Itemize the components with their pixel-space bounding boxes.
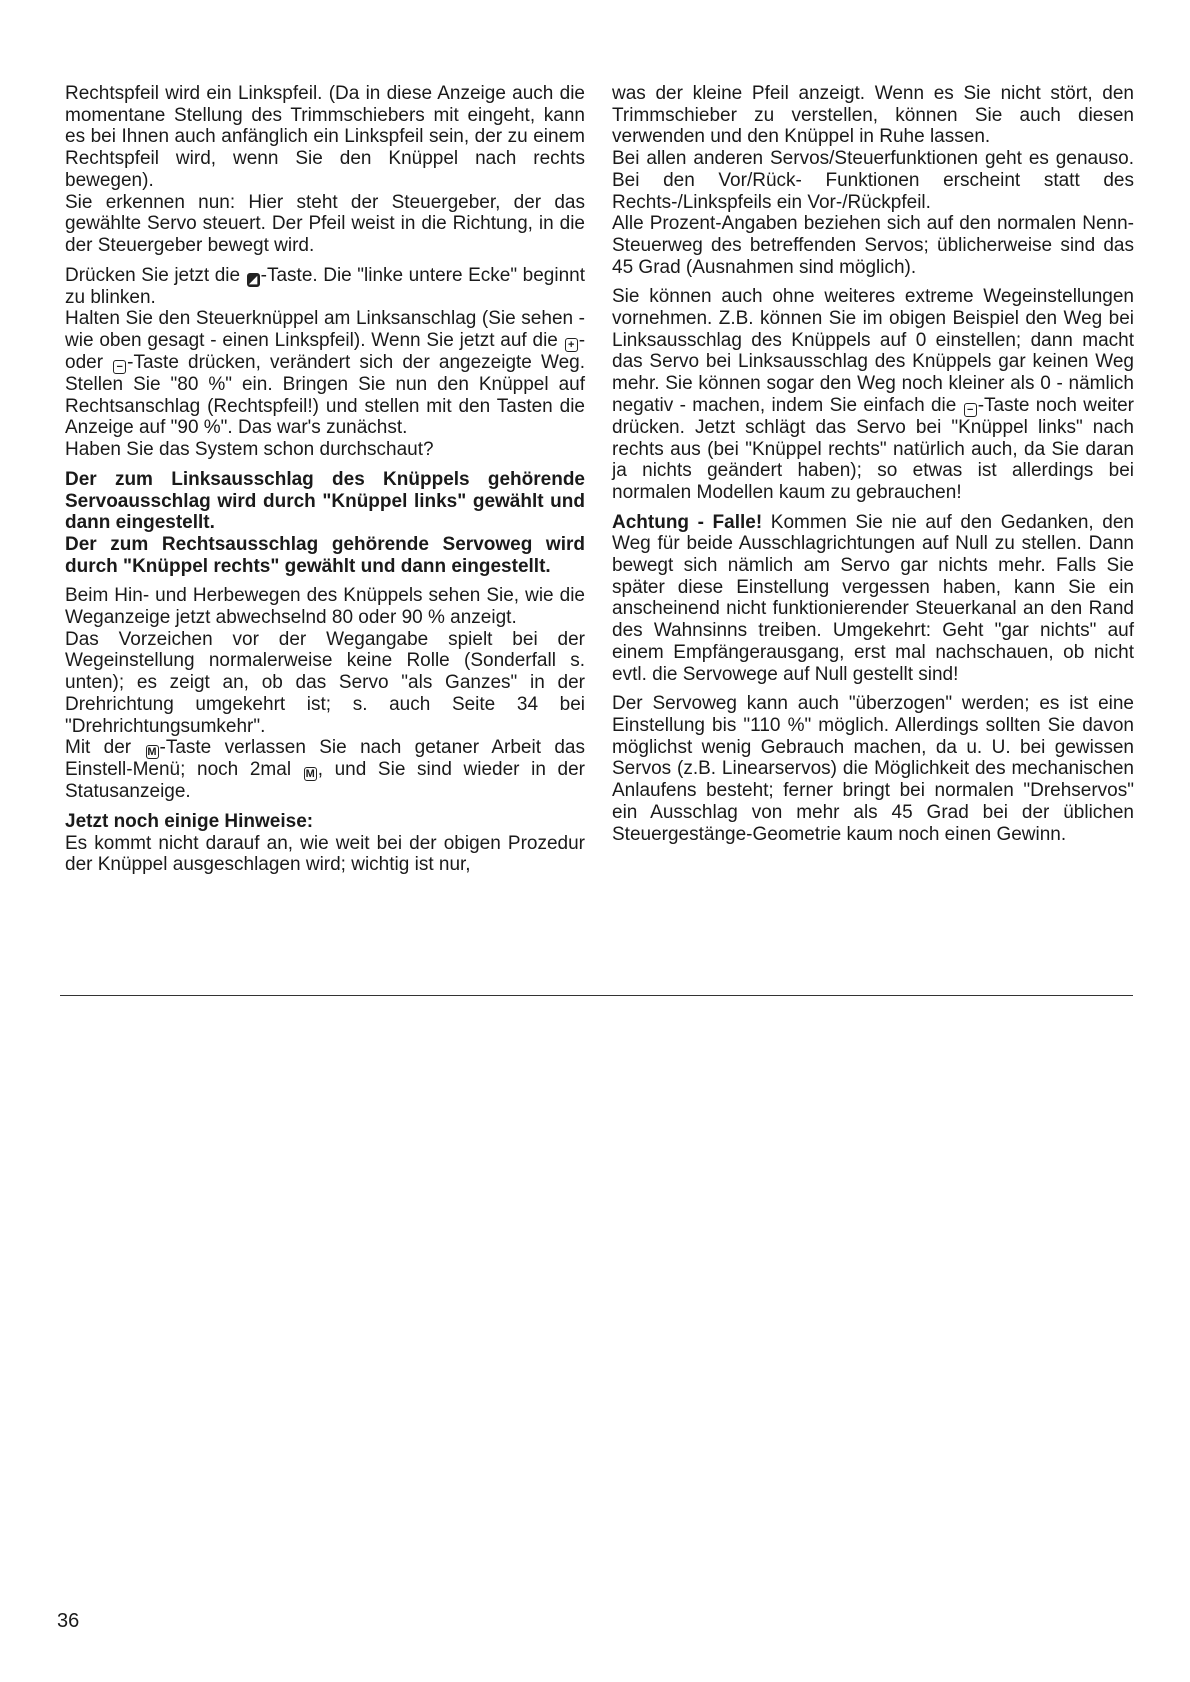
plus-key-icon: + — [565, 338, 578, 352]
paragraph: Bei allen anderen Servos/Steuerfunktionen geht es genauso. Bei den Vor/Rück- Funktionen erscheint statt des Rechts-/Linkspfeils ein Vor-/Rückpfeil. — [612, 148, 1134, 213]
paragraph: Halten Sie den Steuerknüppel am Linksanschlag (Sie sehen - wie oben gesagt - einen Linkspfeil). Wenn Sie jetzt auf die + - oder − -Taste drücken, verändert sich der angezeigte Weg. Stellen Sie "80 %" ein. Bringen Sie nun den Knüppel auf Rechtsanschlag (Rechtspfeil!) und stellen mit den Tasten die Anzeige auf "90 %". Das war's zunächst. — [65, 308, 586, 439]
paragraph: Haben Sie das System schon durchschaut? — [65, 439, 434, 461]
section-heading: Jetzt noch einige Hinweise: — [65, 810, 314, 832]
paragraph: Achtung - Falle! Kommen Sie nie auf den Gedanken, den Weg für beide Ausschlagrichtungen auf Null zu stellen. Dann bewegt sich nämlich am Servo gar nichts mehr. Falls Sie später diese Einstellung vergessen haben, kann Sie ein anscheinend nicht funktionierender Steuerkanal an den Rand des Wahnsinns treiben. Umgekehrt: Geht "gar nichts" auf einem Empfängerausgang, erst mal nachschauen, ob nicht evtl. die Servowege auf Null gestellt sind! — [612, 511, 1134, 685]
paragraph: Beim Hin- und Herbewegen des Knüppels sehen Sie, wie die Weganzeige jetzt abwechselnd 80 oder 90 % anzeigt. — [65, 585, 585, 629]
bold-paragraph: Der zum Linksausschlag des Knüppels gehörende Servoausschlag wird durch "Knüppel links" gewählt und dann eingestellt. — [65, 468, 585, 534]
paragraph: Alle Prozent-Angaben beziehen sich auf den normalen Nenn-Steuerweg des betreffenden Servos; üblicherweise sind das 45 Grad (Ausnahmen sind möglich). — [612, 213, 1134, 278]
paragraph: Mit der M -Taste verlassen Sie nach getaner Arbeit das Einstell-Menü; noch 2mal M , und Sie sind wieder in der Statusanzeige. — [65, 737, 586, 803]
paragraph: Der Servoweg kann auch "überzogen" werden; es ist eine Einstellung bis "110 %" möglich. Allerdings sollten Sie davon möglichst wenig Gebrauch machen, da u. U. bei gewissen Servos (z.B. Linearservos) die Möglichkeit des mechanischen Anlaufens besteht; ferner bringt bei normalen "Drehservos" ein Ausschlag von mehr als 45 Grad bei der üblichen Steuergestänge-Geometrie kaum noch einen Gewinn. — [612, 693, 1134, 845]
paragraph: Sie erkennen nun: Hier steht der Steuergeber, der das gewählte Servo steuert. Der Pfeil weist in die Richtung, in die der Steuergeber bewegt wird. — [65, 191, 585, 256]
paragraph: Es kommt nicht darauf an, wie weit bei der obigen Prozedur der Knüppel ausgeschlagen wird; wichtig ist nur, — [65, 832, 585, 876]
minus-key-icon: − — [964, 403, 977, 417]
paragraph: Drücken Sie jetzt die ◢ -Taste. Die "linke untere Ecke" beginnt zu blinken. — [65, 264, 585, 308]
page-number: 36 — [57, 1610, 80, 1632]
paragraph: Rechtspfeil wird ein Linkspfeil. (Da in diese Anzeige auch die momentane Stellung des Trimmschiebers mit eingeht, kann es bei Ihnen auch anfänglich ein Linkspfeil sein, der zu einem Rechtspfeil wird, wenn Sie den Knüppel nach rechts bewegen). — [65, 83, 585, 191]
menu-key-icon: M — [147, 746, 157, 759]
paragraph: Das Vorzeichen vor der Wegangabe spielt bei der Wegeinstellung normalerweise keine Rolle (Sonderfall s. unten); es zeigt an, ob das Servo "als Ganzes" in der Drehrichtung umgekehrt ist; s. auch Seite 34 bei "Drehrichtungsumkehr". — [65, 628, 585, 737]
right-column — [612, 83, 1134, 845]
paragraph: was der kleine Pfeil anzeigt. Wenn es Sie nicht stört, den Trimmschieber zu verstellen, können Sie auch diesen verwenden und den Knüppel in Ruhe lassen. — [612, 83, 1134, 148]
minus-key-icon: − — [113, 360, 126, 374]
bold-paragraph: Der zum Rechtsausschlag gehörende Servoweg wird durch "Knüppel rechts" gewählt und dann eingestellt. — [65, 533, 585, 577]
paragraph: Sie können auch ohne weiteres extreme Wegeinstellungen vornehmen. Z.B. können Sie im obigen Beispiel den Weg bei Linksausschlag des Knüppels auf 0 einstellen; dann macht das Servo bei Linksausschlag des Knüppels gar keinen Weg mehr. Sie können sogar den Weg noch kleiner als 0 - nämlich negativ - machen, indem Sie einfach die − -Taste noch weiter drücken. Jetzt schlägt das Servo bei "Knüppel links" nach rechts aus (bei "Knüppel rechts" natürlich auch, da Sie daran ja nichts geändert haben); so etwas ist allerdings bei normalen Modellen kaum zu gebrauchen! — [612, 286, 1134, 503]
corner-key-icon: ◢ — [247, 273, 260, 287]
left-column — [65, 83, 585, 876]
menu-key-icon: M — [305, 768, 315, 781]
divider-line — [60, 995, 1133, 996]
